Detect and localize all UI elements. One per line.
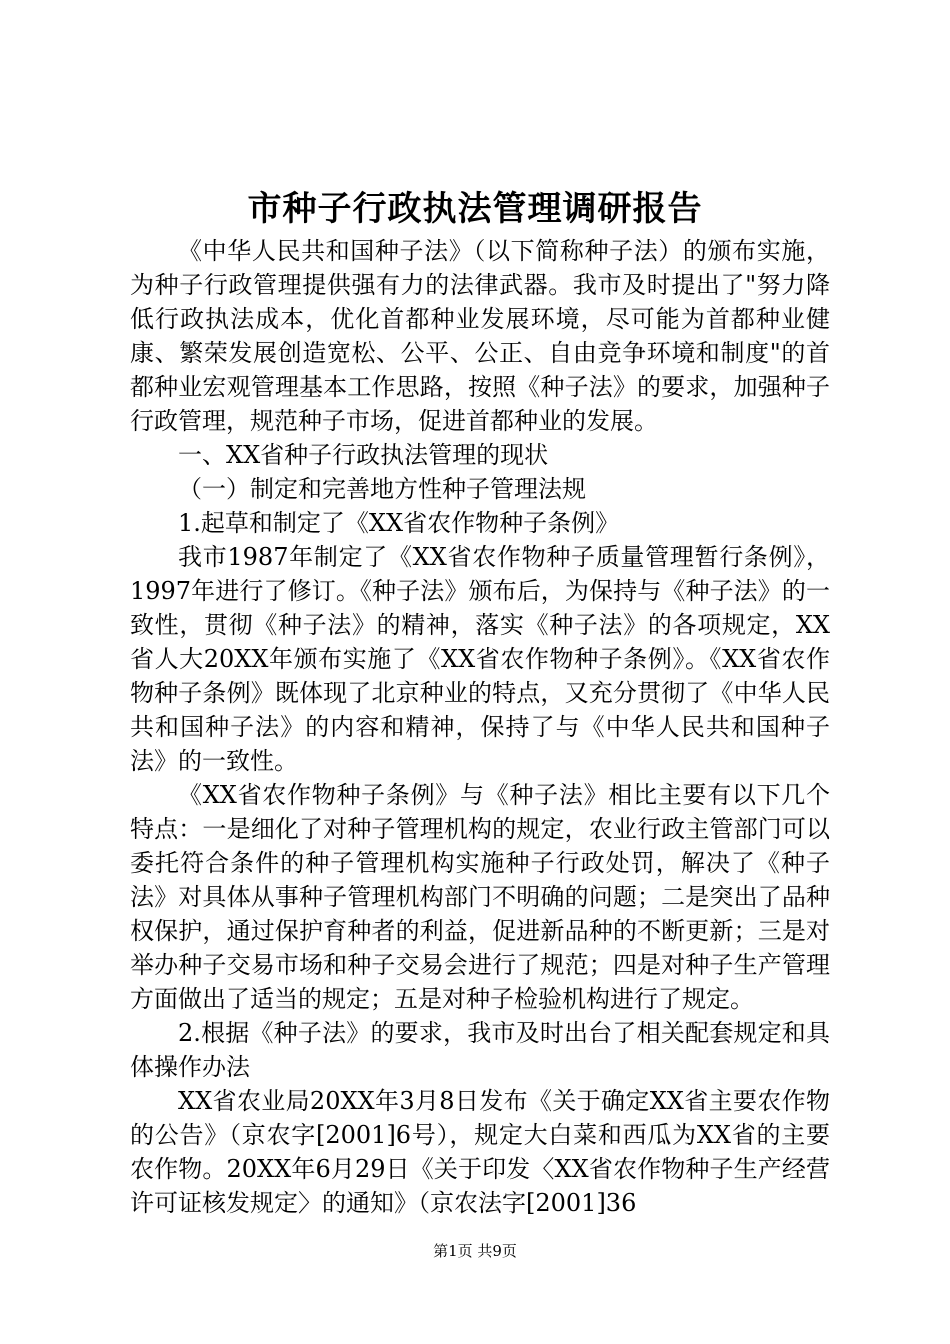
item-heading: 1.起草和制定了《XX省农作物种子条例》 (178, 509, 620, 537)
document-body (130, 234, 830, 1220)
document-title: 市种子行政执法管理调研报告 (247, 189, 703, 229)
item-heading: 2.根据《种子法》的要求，我市及时出台了相关配套规定和具体操作办法 (130, 1019, 830, 1081)
subsection-heading: （一）制定和完善地方性种子管理法规 (178, 475, 586, 503)
section-heading: 一、XX省种子行政执法管理的现状 (178, 441, 549, 469)
body-paragraph: 《XX省农作物种子条例》与《种子法》相比主要有以下几个特点：一是细化了对种子管理机构的规定，农业行政主管部门可以委托符合条件的种子管理机构实施种子行政处罚，解决了《种子法》对具体从事种子管理机构部门不明确的问题；二是突出了品种权保护，通过保护育种者的利益，促进新品种的不断更新；三是对举办种子交易市场和种子交易会进行了规范；四是对种子生产管理方面做出了适当的规定；五是对种子检验机构进行了规定。 (130, 781, 830, 1013)
page-footer: 第1页 共9页 (433, 1242, 517, 1260)
intro-paragraph: 《中华人民共和国种子法》（以下简称种子法）的颁布实施，为种子行政管理提供强有力的法律武器。我市及时提出了"努力降低行政执法成本，优化首都种业发展环境，尽可能为首都种业健康、繁荣发展创造宽松、公平、公正、自由竞争环境和制度"的首都种业宏观管理基本工作思路，按照《种子法》的要求，加强种子行政管理，规范种子市场，促进首都种业的发展。 (130, 237, 830, 435)
body-paragraph: 我市1987年制定了《XX省农作物种子质量管理暂行条例》，1997年进行了修订。《种子法》颁布后，为保持与《种子法》的一致性，贯彻《种子法》的精神，落实《种子法》的各项规定，XX省人大20XX年颁布实施了《XX省农作物种子条例》。《XX省农作物种子条例》既体现了北京种业的特点，又充分贯彻了《中华人民共和国种子法》的内容和精神，保持了与《中华人民共和国种子法》的一致性。 (130, 543, 830, 775)
body-paragraph: XX省农业局20XX年3月8日发布《关于确定XX省主要农作物的公告》（京农字[2001]6号），规定大白菜和西瓜为XX省的主要农作物。20XX年6月29日《关于印发〈XX省农作物种子生产经营许可证核发规定〉的通知》（京农法字[2001]36 (130, 1087, 830, 1217)
